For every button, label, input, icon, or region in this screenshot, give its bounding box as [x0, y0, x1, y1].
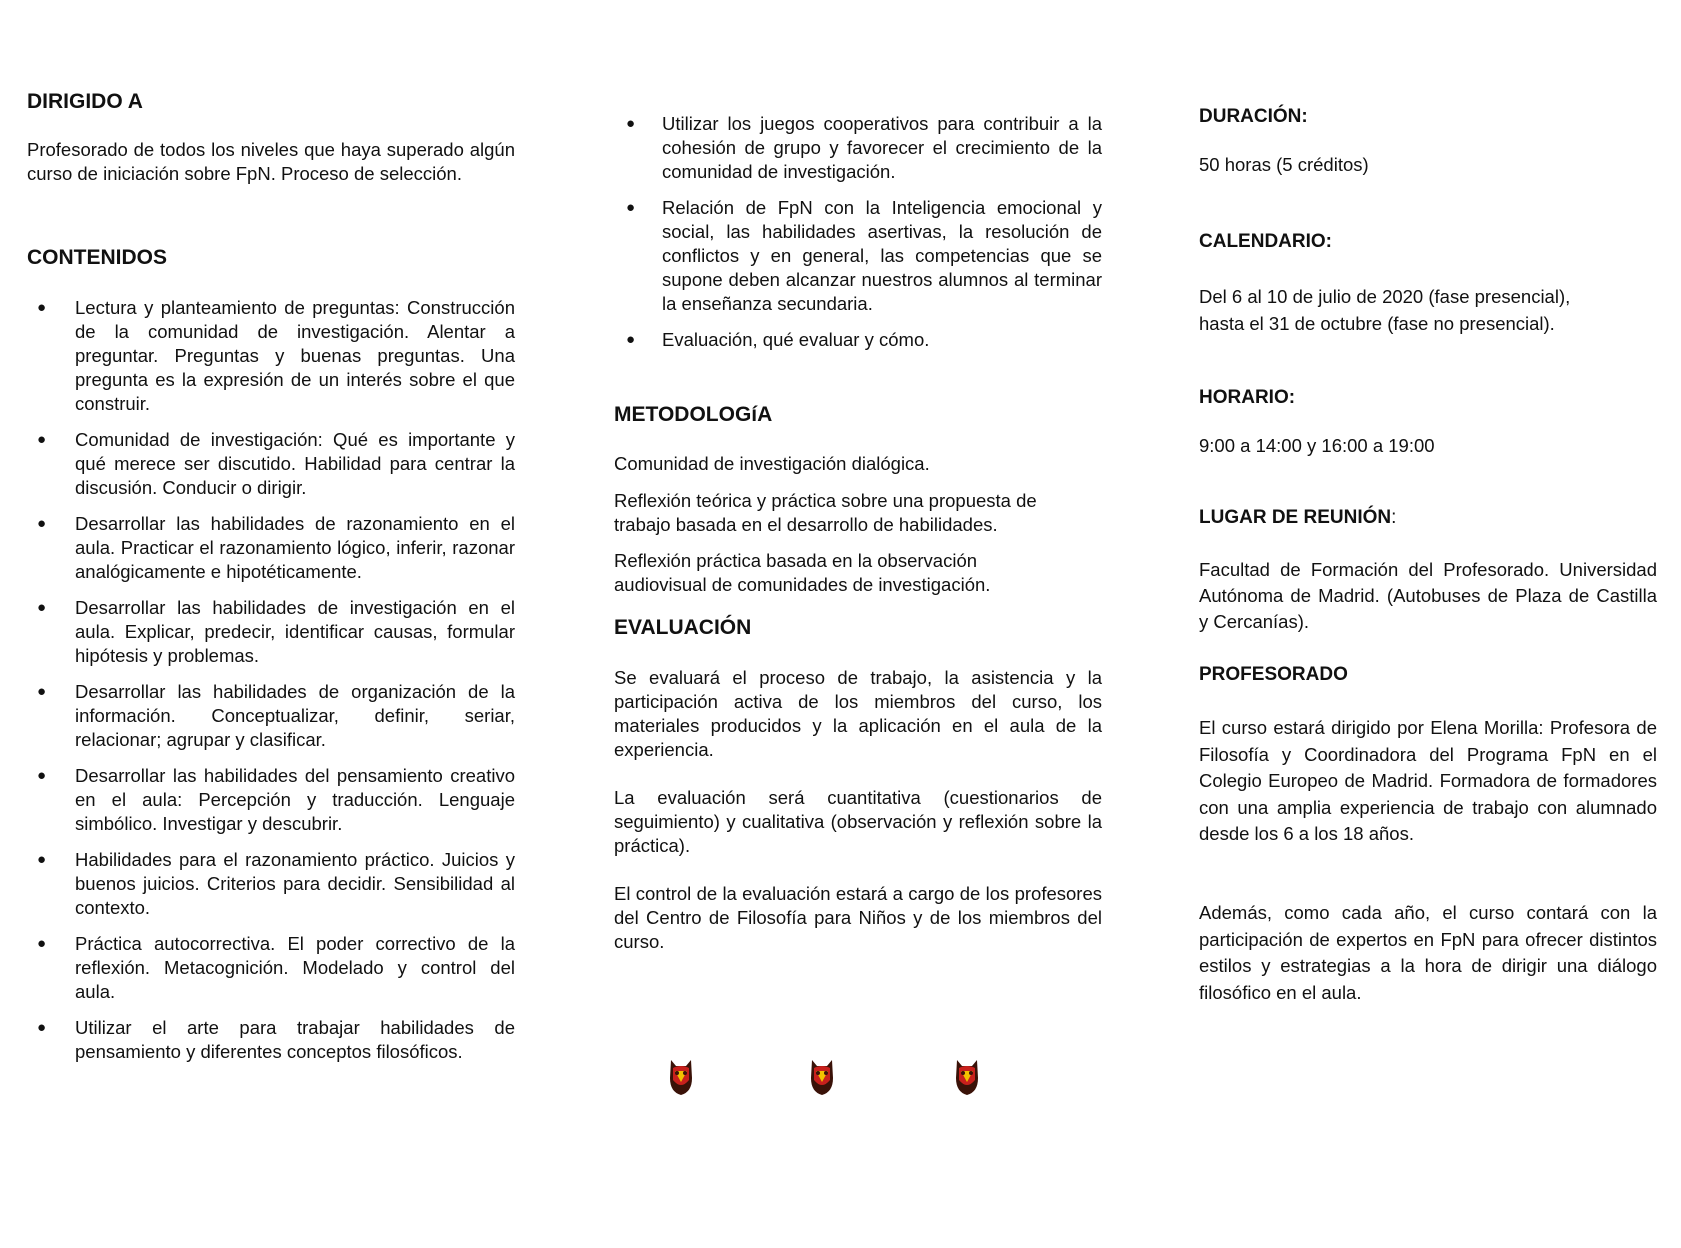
- list-item-text: Desarrollar las habilidades de organización de la información. Conceptualizar, definir, seriar, relacionar; agrupar y clasificar.: [75, 681, 515, 750]
- bullet-icon: ●: [626, 331, 636, 348]
- section-title-duracion: DURACIÓN:: [1199, 106, 1308, 127]
- section-title-metodologia: METODOLOGíA: [614, 403, 773, 426]
- mask-logo-icon: [809, 1056, 835, 1096]
- profesorado-p1: El curso estará dirigido por Elena Morilla: Profesora de Filosofía y Coordinadora del Programa FpN en el Colegio Europeo de Madrid. Formadora de formadores con una amplia experiencia de trabajo con alumnado desde los 6 a los 18 años.: [1199, 717, 1657, 844]
- bullet-icon: ●: [37, 935, 47, 952]
- list-item-text: Utilizar el arte para trabajar habilidades de pensamiento y diferentes conceptos filosóficos.: [75, 1017, 515, 1062]
- list-item-text: Habilidades para el razonamiento práctico. Juicios y buenos juicios. Criterios para decidir. Sensibilidad al contexto.: [75, 849, 515, 918]
- list-item: [27, 428, 515, 500]
- section-title-profesorado: PROFESORADO: [1199, 664, 1348, 685]
- bullet-icon: ●: [37, 431, 47, 448]
- profesorado-p2: Además, como cada año, el curso contará con la participación de expertos en FpN para ofrecer distintos estilos y estrategias a la hora de dirigir una diálogo filosófico en el aula.: [1199, 902, 1657, 1003]
- list-item: [27, 848, 515, 920]
- lugar-title-text: LUGAR DE REUNIÓN: [1199, 507, 1392, 528]
- bullet-icon: ●: [37, 299, 47, 316]
- list-item-text: Desarrollar las habilidades del pensamiento creativo en el aula: Percepción y traducción. Lenguaje simbólico. Investigar y descubrir.: [75, 765, 515, 834]
- calendario-line1: Del 6 al 10 de julio de 2020 (fase presencial),: [1199, 286, 1571, 307]
- list-item-text: Desarrollar las habilidades de investigación en el aula. Explicar, predecir, identificar causas, formular hipótesis y problemas.: [75, 597, 515, 666]
- list-item-text: Evaluación, qué evaluar y cómo.: [662, 329, 930, 350]
- list-item: [27, 764, 515, 836]
- metodologia-p2: Reflexión teórica y práctica sobre una propuesta de trabajo basada en el desarrollo de habilidades.: [614, 490, 1037, 535]
- list-item: [614, 328, 1102, 352]
- bullet-icon: ●: [37, 1019, 47, 1036]
- list-item-text: Utilizar los juegos cooperativos para contribuir a la cohesión de grupo y favorecer el crecimiento de la comunidad de investigación.: [662, 113, 1102, 182]
- evaluacion-p3: El control de la evaluación estará a cargo de los profesores del Centro de Filosofía para Niños y de los miembros del curso.: [614, 883, 1102, 952]
- section-title-dirigido: DIRIGIDO A: [27, 90, 143, 113]
- list-item-text: Comunidad de investigación: Qué es importante y qué merece ser discutido. Habilidad para centrar la discusión. Conducir o dirigir.: [75, 429, 515, 498]
- metodologia-p3: Reflexión práctica basada en la observación audiovisual de comunidades de investigación.: [614, 550, 991, 595]
- list-item-text: Desarrollar las habilidades de razonamiento en el aula. Practicar el razonamiento lógico, inferir, razonar analógicamente e hipotéticamente.: [75, 513, 515, 582]
- duracion-text: 50 horas (5 créditos): [1199, 154, 1369, 175]
- bullet-icon: ●: [37, 515, 47, 532]
- list-item: [27, 512, 515, 584]
- list-item-text: Lectura y planteamiento de preguntas: Construcción de la comunidad de investigación. Alentar a preguntar. Preguntas y buenas preguntas. Una pregunta es la expresión de un interés sobre el que construir.: [75, 297, 515, 414]
- horario-text: 9:00 a 14:00 y 16:00 a 19:00: [1199, 435, 1435, 456]
- list-item: [614, 112, 1102, 184]
- bullet-icon: ●: [626, 199, 636, 216]
- section-title-lugar: [1199, 507, 1396, 529]
- list-item-text: Relación de FpN con la Inteligencia emocional y social, las habilidades asertivas, la resolución de conflictos y en general, las competencias que se supone deben alcanzar nuestros alumnos al terminar la enseñanza secundaria.: [662, 197, 1102, 314]
- section-title-horario: HORARIO:: [1199, 387, 1296, 408]
- section-title-evaluacion: EVALUACIÓN: [614, 616, 752, 639]
- evaluacion-p2: La evaluación será cuantitativa (cuestionarios de seguimiento) y cualitativa (observación y reflexión sobre la práctica).: [614, 787, 1102, 856]
- list-item: [27, 596, 515, 668]
- list-item-text: Práctica autocorrectiva. El poder correctivo de la reflexión. Metacognición. Modelado y control del aula.: [75, 933, 515, 1002]
- section-title-calendario: CALENDARIO:: [1199, 231, 1332, 252]
- list-item: [27, 296, 515, 416]
- bullet-icon: ●: [37, 599, 47, 616]
- section-title-contenidos: CONTENIDOS: [27, 246, 168, 269]
- bullet-icon: ●: [626, 115, 636, 132]
- contenidos-list-continued: [614, 112, 1102, 364]
- list-item: [27, 680, 515, 752]
- mask-logo-icon: [668, 1056, 694, 1096]
- evaluacion-p1: Se evaluará el proceso de trabajo, la asistencia y la participación activa de los miembros del curso, los materiales producidos y la aplicación en el aula de la experiencia.: [614, 667, 1102, 760]
- metodologia-p1: Comunidad de investigación dialógica.: [614, 453, 930, 474]
- logo-row: [614, 1056, 1102, 1100]
- contenidos-list: [27, 296, 515, 1076]
- bullet-icon: ●: [37, 683, 47, 700]
- bullet-icon: ●: [37, 851, 47, 868]
- mask-logo-icon: [954, 1056, 980, 1096]
- calendario-line2: hasta el 31 de octubre (fase no presencial).: [1199, 313, 1555, 334]
- lugar-text: Facultad de Formación del Profesorado. Universidad Autónoma de Madrid. (Autobuses de Plaza de Castilla y Cercanías).: [1199, 559, 1657, 632]
- dirigido-text: Profesorado de todos los niveles que haya superado algún curso de iniciación sobre FpN. Proceso de selección.: [27, 139, 515, 184]
- list-item: [614, 196, 1102, 316]
- list-item: [27, 932, 515, 1004]
- list-item: [27, 1016, 515, 1064]
- bullet-icon: ●: [37, 767, 47, 784]
- lugar-title-colon: :: [1391, 507, 1397, 528]
